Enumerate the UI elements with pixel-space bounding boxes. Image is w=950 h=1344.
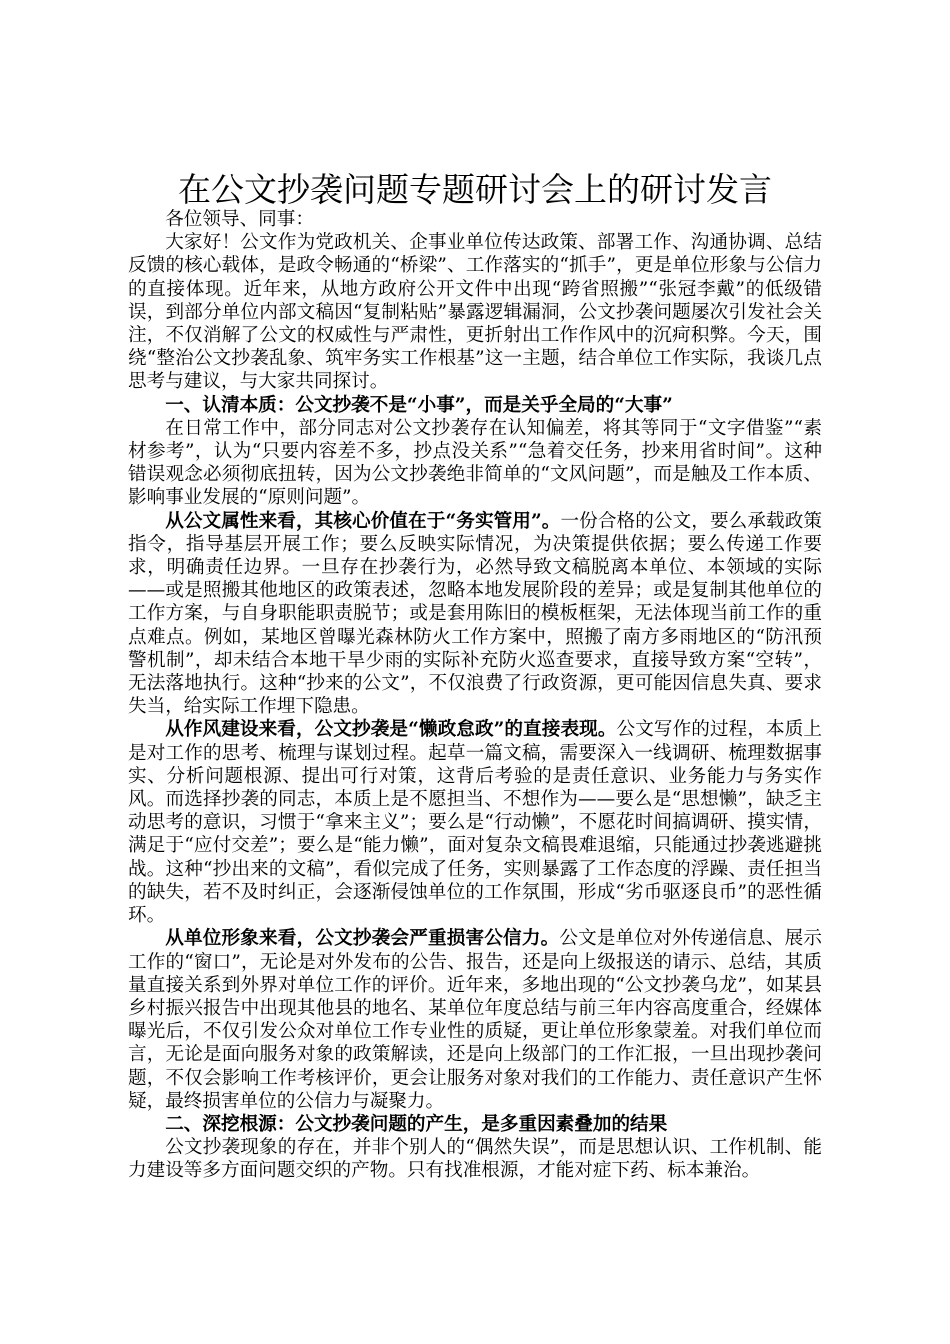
section-1-paragraph: 在日常工作中，部分同志对公文抄袭存在认知偏差，将其等同于“文字借鉴”“素材参考”，认为“只要内容差不多，抄点没关系”“急着交任务，抄来用省时间”。这种错误观念必须彻底扭转，因为公文抄袭绝非简单的“文风问题”，而是触及工作本质、影响事业发展的“原则问题”。 [128,417,822,509]
document-title: 在公文抄袭问题专题研讨会上的研讨发言 [178,170,772,209]
section-heading-1: 一、认清本质：公文抄袭不是“小事”，而是关乎全局的“大事” [165,394,673,416]
point-3-lead: 从单位形象来看，公文抄袭会严重损害公信力。 [165,928,560,950]
section-2-paragraph: 公文抄袭现象的存在，并非个别人的“偶然失误”，而是思想认识、工作机制、能力建设等多方面问题交织的产物。只有找准根源，才能对症下药、标本兼治。 [128,1137,822,1182]
point-2-lead: 从作风建设来看，公文抄袭是“懒政怠政”的直接表现。 [165,719,617,741]
salutation: 各位领导、同事： [165,209,314,230]
point-2-body: 公文写作的过程，本质上是对工作的思考、梳理与谋划过程。起草一篇文稿，需要深入一线调研、梳理数据事实、分析问题根源、提出可行对策，这背后考验的是责任意识、业务能力与务实作风。而选择抄袭的同志，本质上是不愿担当、不想作为——要么是“思想懒”，缺乏主动思考的意识，习惯于“拿来主义”；要么是“行动懒”，不愿花时间搞调研、摸实情，满足于“应付交差”；要么是“能力懒”，面对复杂文稿畏难退缩，只能通过抄袭逃避挑战。这种“抄出来的文稿”，看似完成了任务，实则暴露了工作态度的浮躁、责任担当的缺失，若不及时纠正，会逐渐侵蚀单位的工作氛围，形成“劣币驱逐良币”的恶性循环。 [128,719,822,927]
document-body [128,208,822,1183]
section-heading-2: 二、深挖根源：公文抄袭问题的产生，是多重因素叠加的结果 [165,1113,668,1135]
intro-paragraph: 大家好！公文作为党政机关、企事业单位传达政策、部署工作、沟通协调、总结反馈的核心载体，是政令畅通的“桥梁”、工作落实的“抓手”，更是单位形象与公信力的直接体现。近年来，从地方政府公开文件中出现“跨省照搬”“张冠李戴”的低级错误，到部分单位内部文稿因“复制粘贴”暴露逻辑漏洞，公文抄袭问题屡次引发社会关注，不仅消解了公文的权威性与严肃性，更折射出工作作风中的沉疴积弊。今天，围绕“整治公文抄袭乱象、筑牢务实工作根基”这一主题，结合单位工作实际，我谈几点思考与建议，与大家共同探讨。 [128,232,822,393]
point-3-paragraph [128,927,822,1113]
point-3-body: 公文是单位对外传递信息、展示工作的“窗口”，无论是对外发布的公告、报告，还是向上级报送的请示、总结，其质量直接关系到外界对单位工作的评价。近年来，多地出现的“公文抄袭乌龙”，如某县乡村振兴报告中出现其他县的地名、某单位年度总结与前三年内容高度重合，经媒体曝光后，不仅引发公众对单位工作专业性的质疑，更让单位形象蒙羞。对我们单位而言，无论是面向服务对象的政策解读，还是向上级部门的工作汇报，一旦出现抄袭问题，不仅会影响工作考核评价，更会让服务对象对我们的工作能力、责任意识产生怀疑，最终损害单位的公信力与凝聚力。 [128,928,822,1112]
point-1-lead: 从公文属性来看，其核心价值在于“务实管用”。 [165,510,561,532]
point-1-paragraph [128,510,822,719]
point-1-body: 一份合格的公文，要么承载政策指令，指导基层开展工作；要么反映实际情况，为决策提供依据；要么传递工作要求，明确责任边界。一旦存在抄袭行为，必然导致文稿脱离本单位、本领域的实际——或是照搬其他地区的政策表述，忽略本地发展阶段的差异；或是复制其他单位的工作方案，与自身职能职责脱节；或是套用陈旧的模板框架，无法体现当前工作的重点难点。例如，某地区曾曝光森林防火工作方案中，照搬了南方多雨地区的“防汛预警机制”，却未结合本地干旱少雨的实际补充防火巡查要求，直接导致方案“空转”，无法落地执行。这种“抄来的公文”，不仅浪费了行政资源，更可能因信息失真、要求失当，给实际工作埋下隐患。 [128,510,822,718]
point-2-paragraph [128,718,822,927]
